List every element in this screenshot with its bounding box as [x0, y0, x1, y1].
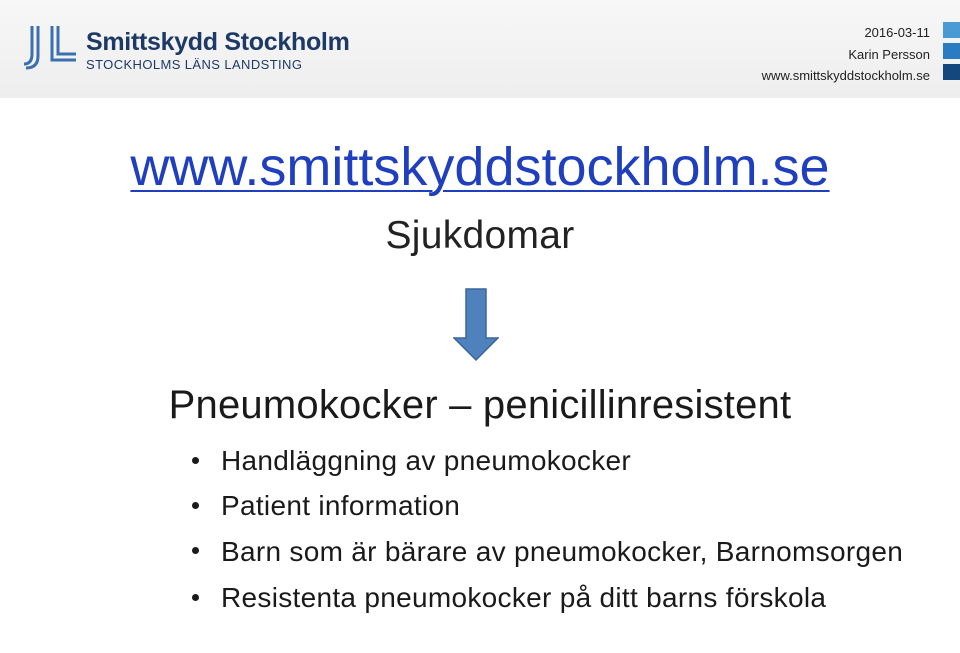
decor-square	[943, 64, 960, 80]
decor-square	[943, 43, 960, 59]
org-subtitle: STOCKHOLMS LÄNS LANDSTING	[86, 57, 303, 72]
bullet-item: Resistenta pneumokocker på ditt barns förskola	[186, 581, 946, 615]
header-bar	[0, 0, 960, 98]
bullet-item: Handläggning av pneumokocker	[186, 444, 946, 478]
slide-date: 2016-03-11	[864, 25, 930, 40]
org-name: Smittskydd Stockholm	[86, 28, 350, 56]
slide-author: Karin Persson	[848, 46, 930, 62]
website-link[interactable]: www.smittskyddstockholm.se	[130, 137, 830, 197]
bullet-item: Patient information	[186, 489, 946, 523]
decor-squares	[943, 22, 960, 85]
slide-subtitle: Sjukdomar	[385, 214, 575, 257]
logo-icon	[22, 24, 78, 70]
header-website: www.smittskyddstockholm.se	[761, 68, 930, 83]
down-arrow-icon	[453, 288, 499, 362]
bullet-list	[186, 444, 946, 626]
slide-topic: Pneumokocker – penicillinresistent	[168, 383, 792, 427]
bullet-item: Barn som är bärare av pneumokocker, Barnomsorgen	[186, 534, 946, 570]
decor-square	[943, 22, 960, 38]
header-meta	[762, 22, 930, 87]
